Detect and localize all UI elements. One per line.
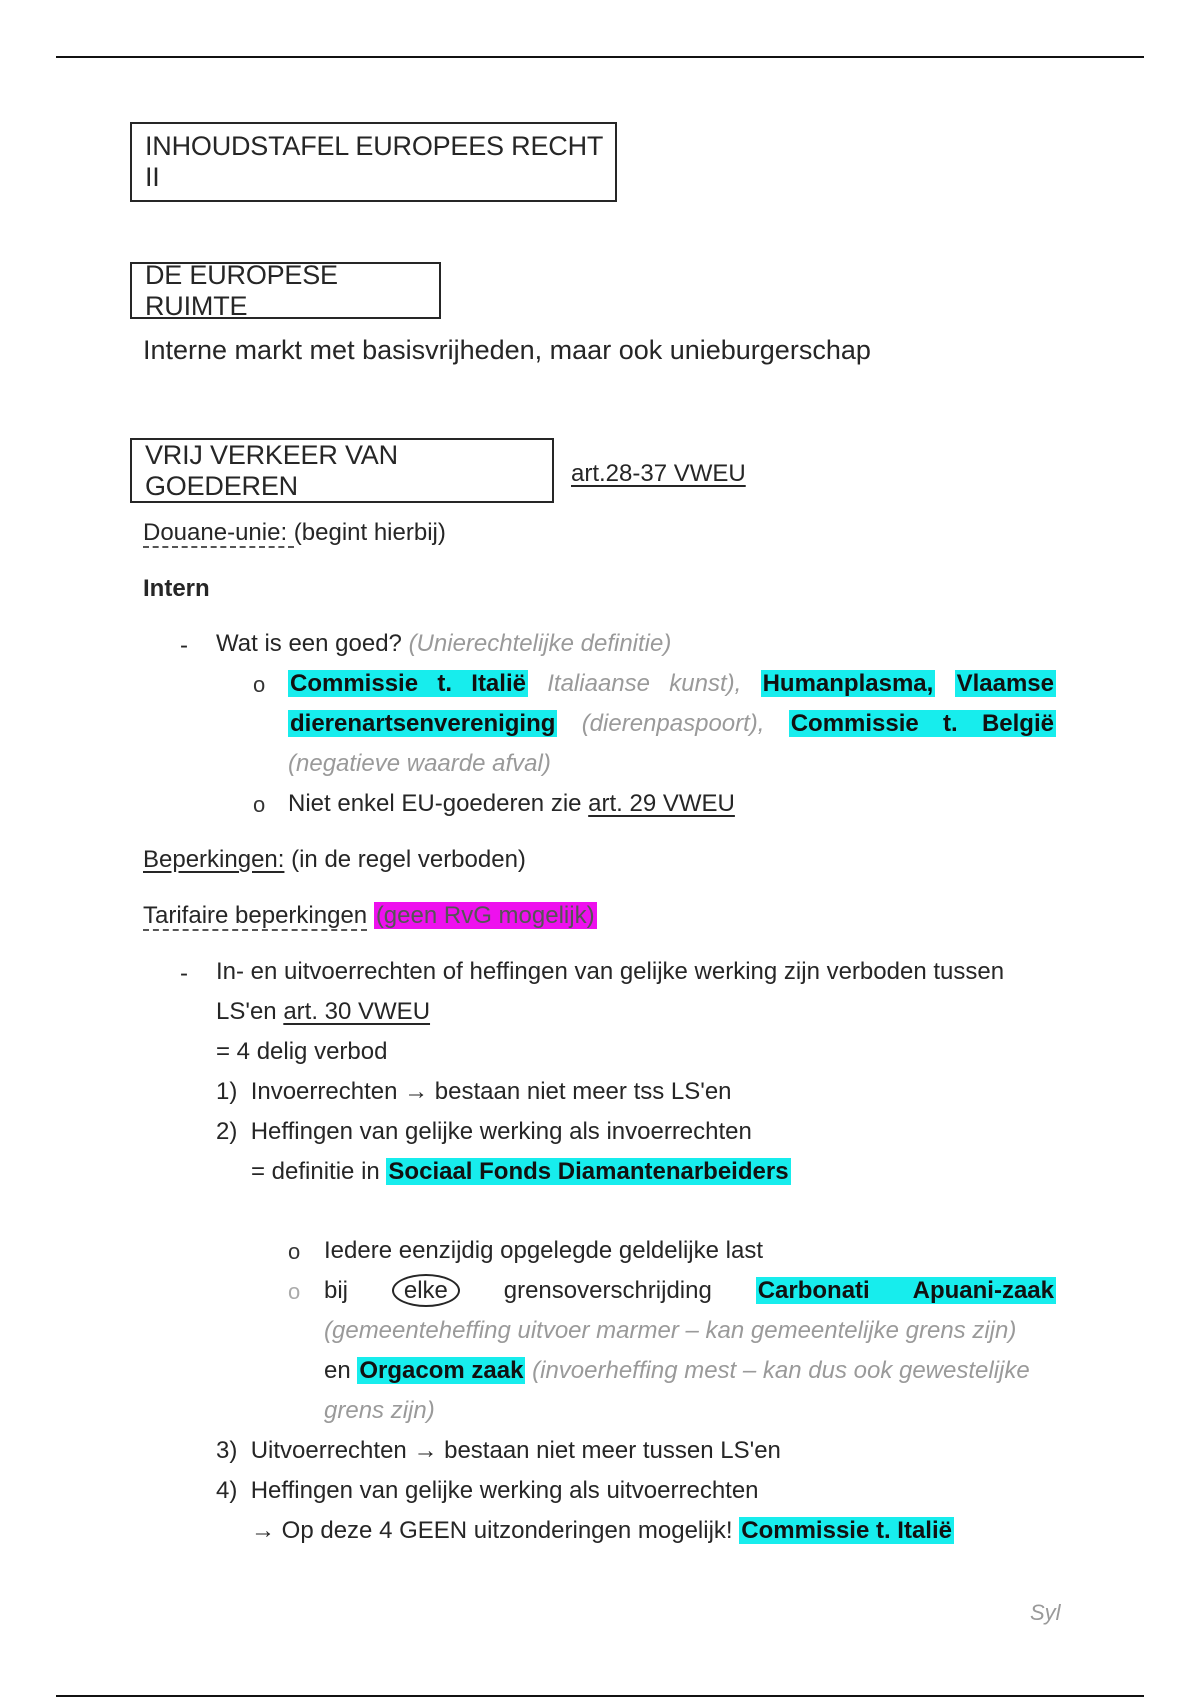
case-commissie-italie: Commissie t. Italië bbox=[290, 670, 526, 697]
bottom-rule bbox=[56, 1695, 1144, 1697]
douane-line bbox=[143, 513, 446, 553]
sub3-note: (invoerheffing mest – kan dus ook gewestelijke bbox=[525, 1357, 1030, 1384]
rule-item-3 bbox=[216, 1431, 781, 1471]
sub3-en: en bbox=[324, 1357, 358, 1384]
dash-goed: - bbox=[180, 632, 188, 659]
sub2-a: bij bbox=[324, 1277, 349, 1304]
case-carbonati: Carbonati Apuani-zaak bbox=[757, 1277, 1055, 1304]
section-title: DE EUROPESE RUIMTE bbox=[145, 259, 338, 321]
sub3-line bbox=[324, 1351, 1030, 1391]
arrow-right-icon: → bbox=[404, 1078, 429, 1105]
circled-word: elke bbox=[392, 1274, 460, 1307]
rule-item-1 bbox=[216, 1072, 732, 1112]
rules-line2 bbox=[216, 992, 430, 1032]
tarifaire-label: Tarifaire beperkingen bbox=[143, 902, 368, 929]
section-title-box bbox=[130, 259, 441, 321]
rules-line2-text: LS'en bbox=[216, 998, 284, 1025]
intern-heading: Intern bbox=[143, 575, 210, 602]
goed-cases-line1 bbox=[288, 664, 1056, 704]
beperkingen-note: (in de regel verboden) bbox=[284, 846, 526, 873]
case-dierenartsen: dierenartsenvereniging bbox=[290, 710, 556, 737]
bullet-icon: o bbox=[288, 1239, 301, 1264]
sub2-note: (gemeenteheffing uitvoer marmer – kan gemeentelijke grens zijn) bbox=[324, 1317, 1017, 1344]
subsection-title-box bbox=[130, 438, 554, 503]
goed-question: Wat is een goed? bbox=[216, 630, 409, 657]
rule-item-2 bbox=[216, 1112, 752, 1152]
douane-label: Douane-unie: bbox=[143, 519, 294, 546]
bullet-icon: o bbox=[288, 1279, 301, 1304]
bullet-icon: o bbox=[253, 792, 266, 817]
rule-item-text: Uitvoerrechten bbox=[250, 1437, 414, 1464]
dash-rules: - bbox=[180, 960, 188, 987]
case-commissie-belgie: Commissie t. België bbox=[790, 710, 1054, 737]
not-only-text: Niet enkel EU-goederen zie bbox=[288, 790, 589, 817]
arrow-right-icon: → bbox=[413, 1437, 438, 1464]
rule-item-num: 3) bbox=[216, 1437, 238, 1464]
sub2-line bbox=[324, 1271, 1056, 1311]
final-line bbox=[251, 1511, 954, 1551]
case-italie-note: Italiaanse kunst), bbox=[547, 670, 742, 697]
not-only-ref: art. 29 VWEU bbox=[588, 790, 735, 817]
rules-line3: = 4 delig verbod bbox=[216, 1038, 388, 1065]
rule-item-4 bbox=[216, 1471, 759, 1511]
goed-cases-line2 bbox=[288, 704, 1056, 744]
case-dierenartsen-note: (dierenpaspoort), bbox=[581, 710, 765, 737]
sub2-b: grensoverschrijding bbox=[503, 1277, 712, 1304]
rules-line1: In- en uitvoerrechten of heffingen van gelijke werking zijn verboden tussen bbox=[216, 958, 1005, 985]
top-rule bbox=[56, 56, 1144, 58]
case-belgie-note: (negatieve waarde afval) bbox=[288, 750, 551, 777]
definition-prefix: = definitie in bbox=[251, 1158, 387, 1185]
rule-item-num: 4) bbox=[216, 1477, 238, 1504]
intro-text: Interne markt met basisvrijheden, maar ook unieburgerschap bbox=[143, 335, 871, 365]
rule-item-num: 1) bbox=[216, 1078, 238, 1105]
case-commissie-italie-2: Commissie t. Italië bbox=[741, 1517, 952, 1544]
tarifaire-note: (geen RvG mogelijk) bbox=[375, 902, 595, 929]
not-only-line bbox=[288, 784, 735, 824]
case-sociaal-fonds: Sociaal Fonds Diamantenarbeiders bbox=[388, 1158, 789, 1185]
rule-item-rest: bestaan niet meer tss LS'en bbox=[428, 1078, 732, 1105]
beperkingen-line bbox=[143, 840, 526, 880]
subsection-title: VRIJ VERKEER VAN GOEDEREN bbox=[145, 439, 398, 501]
case-orgacom: Orgacom zaak bbox=[359, 1357, 524, 1384]
douane-note: (begint hierbij) bbox=[293, 519, 446, 546]
goed-question-note: (Unierechtelijke definitie) bbox=[408, 630, 672, 657]
sub1-line: Iedere eenzijdig opgelegde geldelijke last bbox=[324, 1237, 763, 1264]
beperkingen-label: Beperkingen: bbox=[143, 846, 285, 873]
toc-title: INHOUDSTAFEL EUROPEES RECHT II bbox=[145, 131, 603, 192]
rule-item-text: Heffingen van gelijke werking als invoerrechten bbox=[250, 1118, 752, 1145]
signature: Syl bbox=[1030, 1600, 1061, 1625]
rule-item-num: 2) bbox=[216, 1118, 238, 1145]
rule-item-text: Heffingen van gelijke werking als uitvoerrechten bbox=[250, 1477, 759, 1504]
tarifaire-line bbox=[143, 896, 597, 936]
sub3-note2: grens zijn) bbox=[324, 1397, 435, 1424]
goed-question-line bbox=[216, 624, 671, 664]
rule-item-rest: bestaan niet meer tussen LS'en bbox=[437, 1437, 781, 1464]
toc-title-box bbox=[130, 122, 617, 202]
rules-line2-ref: art. 30 VWEU bbox=[283, 998, 431, 1025]
case-vlaamse: Vlaamse bbox=[956, 670, 1054, 697]
final-text: Op deze 4 GEEN uitzonderingen mogelijk! bbox=[275, 1517, 740, 1544]
rule-item-text: Invoerrechten bbox=[250, 1078, 405, 1105]
bullet-icon: o bbox=[253, 672, 266, 697]
case-humanplasma: Humanplasma, bbox=[762, 670, 934, 697]
article-ref-main: art.28-37 VWEU bbox=[571, 460, 746, 487]
arrow-right-icon: → bbox=[251, 1517, 275, 1544]
definition-line bbox=[251, 1152, 791, 1192]
